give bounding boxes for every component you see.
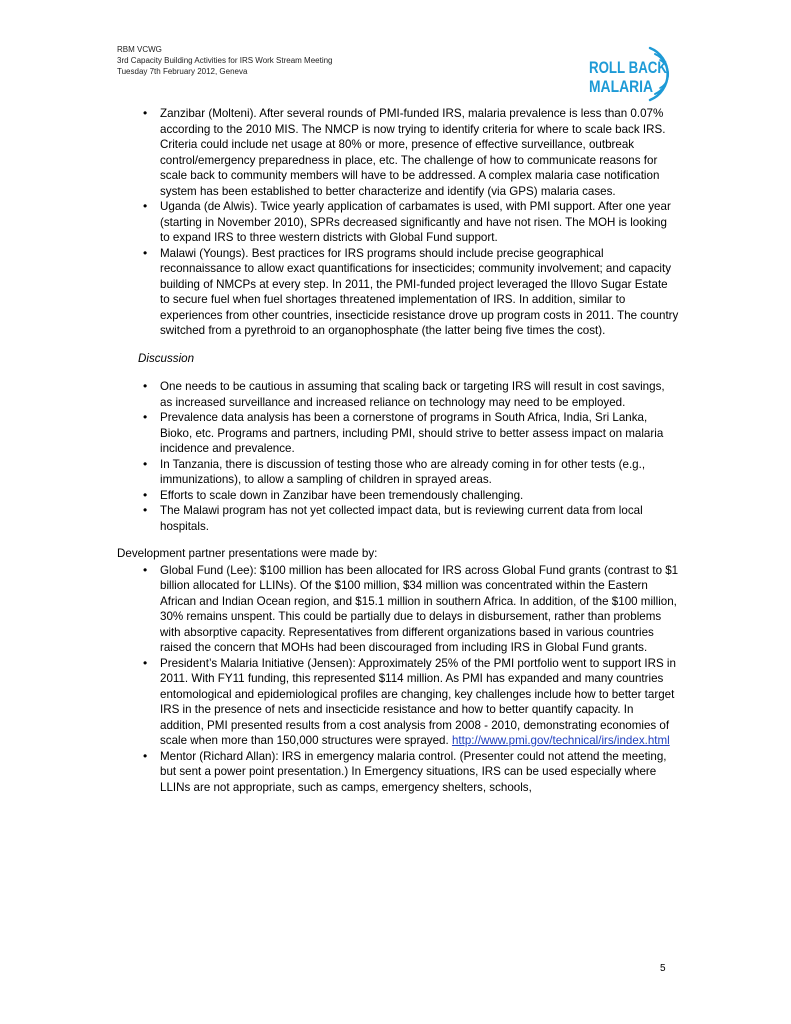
partner-presentations-list: [117, 563, 679, 796]
logo-text-line-2: MALARIA: [589, 77, 653, 96]
list-item: • Malawi (Youngs). Best practices for IRS programs should include precise geographical reconnaissance to allow exact quantifications for insecticides; community involvement; and capacity building of NMCPs at every step. In 2011, the PMI-funded project leveraged the Illovo Sugar Estate to secure fuel when fuel shortages threatened implementation of IRS. In addition, similar to experiences from other countries, insecticide resistance drove up program costs in 2011. The country switched from a pyrethroid to an organophosphate (the latter being five times the cost).: [117, 246, 679, 339]
pmi-text: President’s Malaria Initiative (Jensen): Approximately 25% of the PMI portfolio went to support IRS in 2011. With FY11 funding, this represented $114 million. As PMI has expanded and many countries entomological and epidemiological profiles are changing, key challenges include how to better target IRS in the presence of nets and insecticide resistance and how to better quantify capacity. In addition, PMI presented results from a cost analysis from 2008 - 2010, demonstrating economies of scale when more than 150,000 structures were sprayed.: [160, 656, 676, 747]
list-item: [117, 656, 679, 749]
header-line-3: Tuesday 7th February 2012, Geneva: [117, 67, 248, 76]
list-item: • Prevalence data analysis has been a cornerstone of programs in South Africa, India, Sri Lanka, Bioko, etc. Programs and partners, including PMI, should strive to better assess impact on malaria incidence and prevalence.: [117, 410, 679, 457]
discussion-heading: Discussion: [138, 351, 195, 365]
pmi-irs-link[interactable]: http://www.pmi.gov/technical/irs/index.html: [451, 734, 670, 747]
list-item: • Zanzibar (Molteni). After several rounds of PMI-funded IRS, malaria prevalence is less than 0.07% according to the 2010 MIS. The NMCP is now trying to identify criteria for where to scale back IRS. Criteria could include net usage at 80% or more, presence of effective surveillance, outbreak control/emergency preparedness in place, etc. The challenge of how to communicate reasons for scale back to community members will have to be addressed. A complex malaria case notification system has been established to better characterize and identify (via GPS) malaria cases.: [117, 106, 679, 199]
list-item: • In Tanzania, there is discussion of testing those who are already coming in for other tests (e.g., immunizations), to allow a sampling of children in sprayed areas.: [117, 457, 679, 488]
list-item: • Global Fund (Lee): $100 million has been allocated for IRS across Global Fund grants (contrast to $1 billion allocated for LLINs). Of the $100 million, $34 million was concentrated within the Eastern African and Indian Ocean region, and $15.1 million in southern Africa. In addition, of the $100 million, 30% remains unspent. This could be partially due to delays in disbursement, rather than problems with absorptive capacity. Representatives from different organizations based in various countries raised the concern that MOHs had been discouraged from including IRS in Global Fund grants.: [117, 563, 679, 656]
discussion-list: [117, 379, 679, 534]
country-updates-list: [117, 106, 679, 339]
partner-presentations-intro: Development partner presentations were made by:: [117, 547, 378, 560]
page-body: [117, 106, 679, 795]
list-item: • One needs to be cautious in assuming that scaling back or targeting IRS will result in cost savings, as increased surveillance and increased reliance on technology may need to be employed.: [117, 379, 679, 410]
list-item: • Efforts to scale down in Zanzibar have been tremendously challenging.: [117, 488, 679, 504]
document-header: [117, 44, 333, 77]
roll-back-malaria-logo: [588, 44, 680, 104]
header-line-2: 3rd Capacity Building Activities for IRS Work Stream Meeting: [117, 56, 333, 65]
list-item: • Uganda (de Alwis). Twice yearly application of carbamates is used, with PMI support. After one year (starting in November 2010), SPRs decreased significantly and have not risen. The MOH is looking to expand IRS to three western districts with Global Fund support.: [117, 199, 679, 246]
logo-text-line-1: ROLL BACK: [589, 58, 668, 77]
page-number: 5: [660, 963, 666, 974]
list-item: • Mentor (Richard Allan): IRS in emergency malaria control. (Presenter could not attend the meeting, but sent a power point presentation.) In Emergency situations, IRS can be used especially where LLINs are not appropriate, such as camps, emergency shelters, schools,: [117, 749, 679, 796]
list-item: • The Malawi program has not yet collected impact data, but is reviewing current data from local hospitals.: [117, 503, 679, 534]
header-line-1: RBM VCWG: [117, 45, 162, 54]
